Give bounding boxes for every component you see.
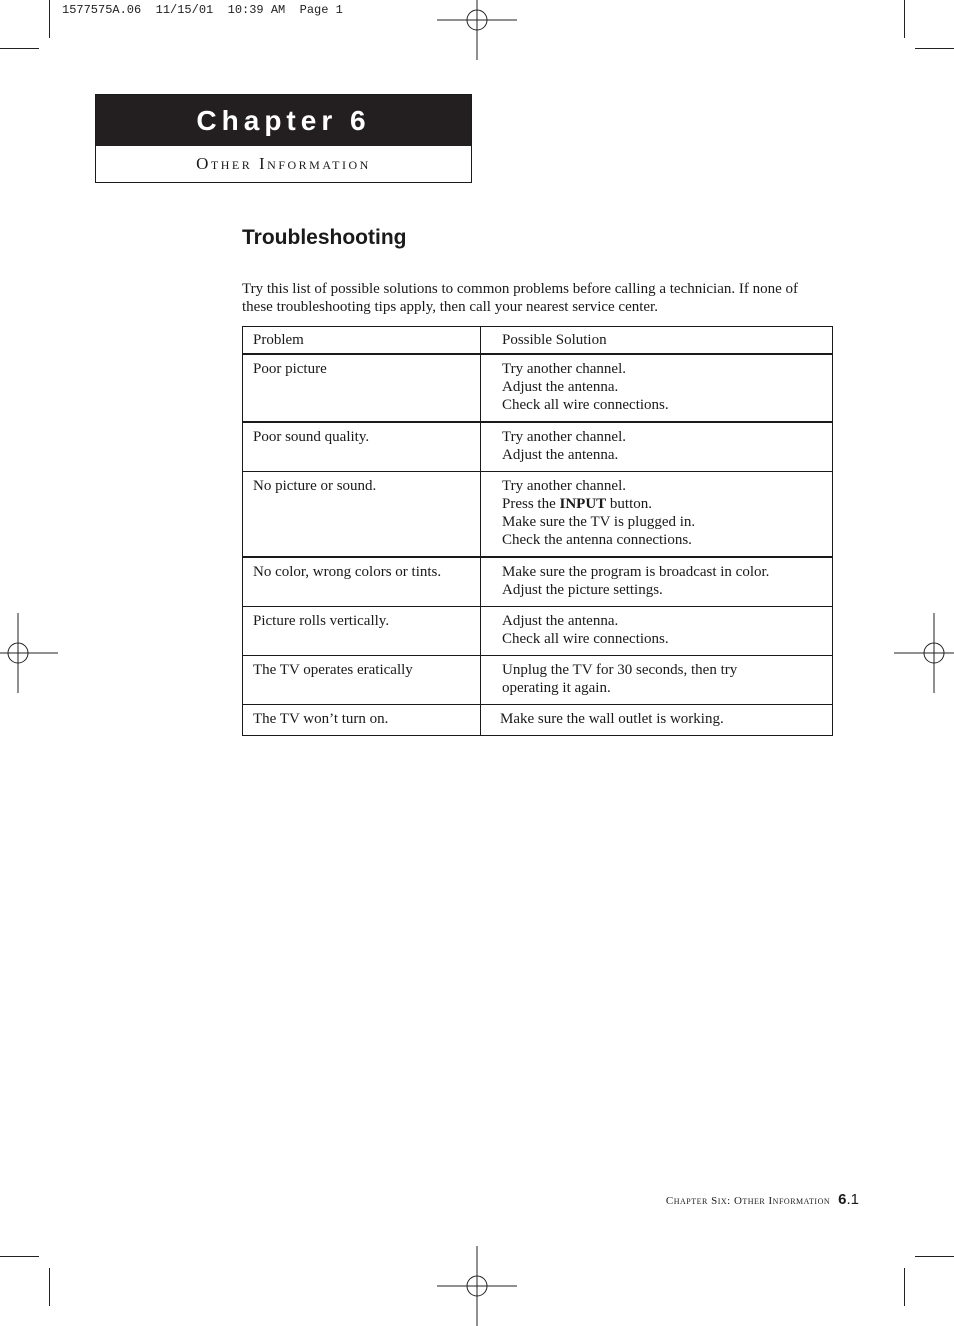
- page-number-minor: .1: [846, 1191, 859, 1208]
- input-keyword: INPUT: [559, 496, 607, 512]
- solution-line: Adjust the antenna.: [502, 613, 619, 629]
- solution-line: Check all wire connections.: [502, 397, 669, 413]
- header-problem: Problem: [243, 327, 481, 355]
- solution-line: Make sure the program is broadcast in color.: [502, 564, 770, 580]
- solution-cell: [481, 472, 833, 558]
- solution-line: Check the antenna connections.: [502, 532, 692, 548]
- crop-mark-icon: [49, 1268, 50, 1306]
- header-solution: Possible Solution: [481, 327, 833, 355]
- solution-cell: [481, 354, 833, 422]
- crop-mark-icon: [915, 48, 954, 49]
- chapter-subtitle: Other Information: [196, 154, 371, 173]
- solution-cell: [481, 656, 833, 705]
- registration-mark-icon: [894, 613, 954, 693]
- solution-line: Try another channel.: [502, 478, 626, 494]
- section-title: Troubleshooting: [242, 226, 407, 249]
- solution-line: Adjust the antenna.: [502, 379, 619, 395]
- table-header-row: [243, 327, 833, 355]
- registration-mark-icon: [437, 0, 517, 60]
- problem-cell: No color, wrong colors or tints.: [243, 557, 481, 607]
- solution-line: Try another channel.: [502, 361, 626, 377]
- running-footer: Chapter Six: Other Information: [665, 1195, 831, 1207]
- table-row: [243, 354, 833, 422]
- problem-cell: The TV won’t turn on.: [243, 705, 481, 736]
- solution-line: Make sure the wall outlet is working.: [500, 711, 724, 727]
- solution-line: Check all wire connections.: [502, 631, 669, 647]
- table-row: [243, 705, 833, 736]
- problem-cell: Poor sound quality.: [243, 422, 481, 472]
- crop-mark-icon: [49, 0, 50, 38]
- solution-line: Adjust the picture settings.: [502, 582, 663, 598]
- page-number-major: 6: [838, 1191, 847, 1208]
- registration-mark-icon: [437, 1246, 517, 1326]
- solution-line: Try another channel.: [502, 429, 626, 445]
- crop-mark-icon: [904, 0, 905, 38]
- table-row: [243, 422, 833, 472]
- solution-line: Adjust the antenna.: [502, 447, 619, 463]
- table-row: [243, 472, 833, 558]
- print-slug: 1577575A.06 11/15/01 10:39 AM Page 1: [62, 3, 343, 17]
- solution-line: Unplug the TV for 30 seconds, then try: [502, 662, 738, 678]
- crop-mark-icon: [0, 1256, 39, 1257]
- page-number: [838, 1191, 859, 1208]
- problem-cell: No picture or sound.: [243, 472, 481, 558]
- troubleshooting-table: [242, 326, 833, 736]
- table-row: [243, 607, 833, 656]
- problem-cell: Picture rolls vertically.: [243, 607, 481, 656]
- crop-mark-icon: [915, 1256, 954, 1257]
- crop-mark-icon: [0, 48, 39, 49]
- chapter-title: Chapter 6: [96, 95, 471, 146]
- solution-line: operating it again.: [502, 680, 611, 696]
- chapter-header: [95, 94, 472, 183]
- solution-line: Press the INPUT button.: [502, 496, 653, 512]
- problem-cell: Poor picture: [243, 354, 481, 422]
- solution-cell: [481, 607, 833, 656]
- table-row: [243, 557, 833, 607]
- problem-cell: The TV operates eratically: [243, 656, 481, 705]
- solution-line: Make sure the TV is plugged in.: [502, 514, 696, 530]
- solution-cell: [481, 557, 833, 607]
- crop-mark-icon: [904, 1268, 905, 1306]
- solution-cell: [481, 705, 833, 736]
- registration-mark-icon: [0, 613, 58, 693]
- table-row: [243, 656, 833, 705]
- intro-paragraph: Try this list of possible solutions to common problems before calling a technician. If none of these troubleshooting tips apply, then call your nearest service center.: [242, 281, 799, 315]
- solution-cell: [481, 422, 833, 472]
- page-footer: [666, 1191, 859, 1208]
